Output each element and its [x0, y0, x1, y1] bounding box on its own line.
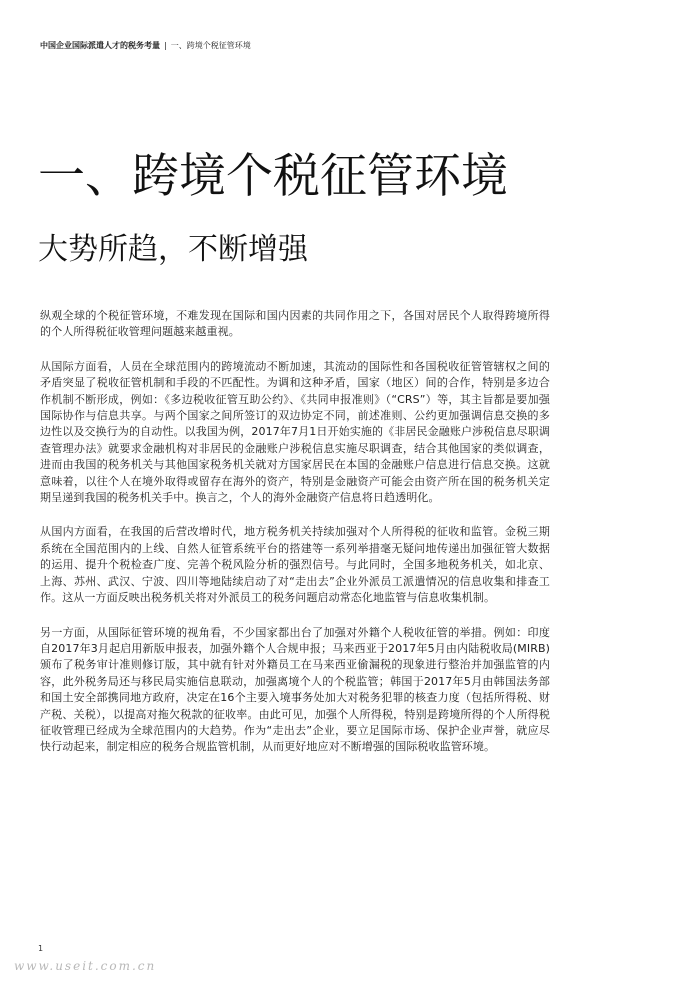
page-title: 一、跨境个税征管环境	[38, 149, 508, 204]
body-text	[40, 308, 550, 774]
page-number: 1	[38, 944, 44, 953]
site-watermark: www.useit.com.cn	[14, 959, 157, 973]
paragraph-foreign-measures: 另一方面，从国际征管环境的视角看，不少国家都出台了加强对外籍个人税收征管的举措。例如：印度自2017年3月起启用新版申报表，加强外籍个人合规申报；马来西亚于2017年5月由内陆税收局(MIRB)颁布了税务审计准则修订版，其中就有针对外籍员工在马来西亚偷漏税的现象进行整治并加强监管的内容，此外税务局还与移民局实施信息联动，加强离境个人的个税监管；韩国于2017年5月由韩国法务部和国土安全部携同地方政府，决定在16个主要入境事务处加大对税务犯罪的核查力度（包括所得税、财产税、关税），以提高对拖欠税款的征收率。由此可见，加强个人所得税，特别是跨境所得的个人所得税征收管理已经成为全球范围内的大趋势。作为“走出去”企业，要立足国际市场、保护企业声誉，就应尽快行动起来，制定相应的税务合规监管机制，从而更好地应对不断增强的国际税收监管环境。	[40, 625, 550, 754]
page-subtitle: 大势所趋，不断增强	[38, 232, 308, 267]
header-section-title: 一、跨境个税征管环境	[170, 41, 251, 50]
paragraph-international: 从国际方面看，人员在全球范围内的跨境流动不断加速，其流动的国际性和各国税收征管管辖权之间的矛盾突显了税收征管机制和手段的不匹配性。为调和这种矛盾，国家（地区）间的合作，特别是多边合作机制不断形成，例如：《多边税收征管互助公约》、《共同申报准则》（“CRS”）等，其主旨都是要加强国际协作与信息共享。与两个国家之间所签订的双边协定不同，前述准则、公约更加强调信息交换的多边性以及交换行为的自动性。以我国为例，2017年7月1日开始实施的《非居民金融账户涉税信息尽职调查管理办法》就要求金融机构对非居民的金融账户涉税信息实施尽职调查，结合其他国家的类似调查，进而由我国的税务机关与其他国家税务机关就对方国家居民在本国的金融账户信息进行信息交换。这就意味着，以往个人在境外取得或留存在海外的资产，特别是金融资产可能会由资产所在国的税务机关定期呈递到我国的税务机关手中。换言之，个人的海外金融资产信息将日趋透明化。	[40, 359, 550, 505]
header-document-title: 中国企业国际派遣人才的税务考量	[40, 41, 160, 50]
running-header	[40, 41, 251, 51]
header-separator: |	[164, 41, 167, 50]
paragraph-domestic: 从国内方面看，在我国的后营改增时代，地方税务机关持续加强对个人所得税的征收和监管。金税三期系统在全国范围内的上线、自然人征管系统平台的搭建等一系列举措毫无疑问地传递出加强征管大数据的运用、提升个税检查广度、完善个税风险分析的强烈信号。与此同时，全国多地税务机关，如北京、上海、苏州、武汉、宁波、四川等地陆续启动了对“走出去”企业外派员工派遣情况的信息收集和排查工作。这从一方面反映出税务机关将对外派员工的税务问题启动常态化地监管与信息收集机制。	[40, 525, 550, 605]
paragraph-intro: 纵观全球的个税征管环境，不难发现在国际和国内因素的共同作用之下，各国对居民个人取得跨境所得的个人所得税征收管理问题越来越重视。	[40, 309, 550, 339]
